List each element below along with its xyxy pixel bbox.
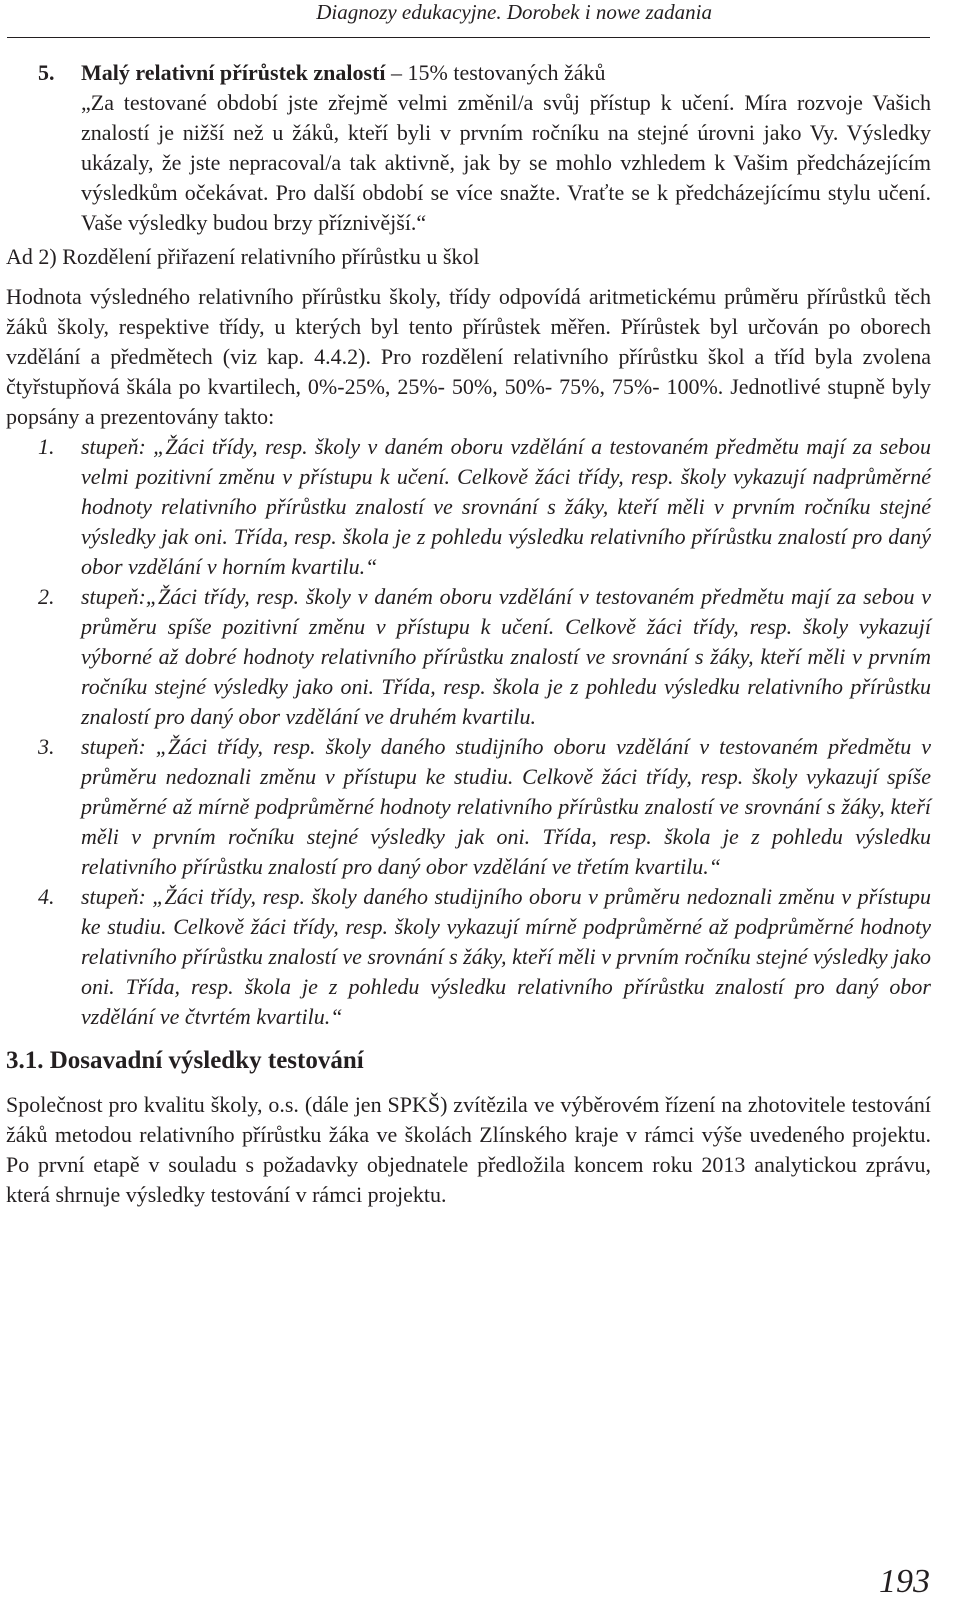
stage-item (6, 732, 931, 882)
section-heading: 3.1. Dosavadní výsledky testování (6, 1047, 364, 1074)
main-content (6, 58, 931, 1210)
stage-text: stupeň: „Žáci třídy, resp. školy daného studijního oboru vzdělání v testovaném předmětu v průměru nedoznali změnu v přístupu ke studiu. Celkově žáci třídy, resp. školy vykazují spíše průměrné až mírně podprůměrné hodnoty relativního přírůstku znalostí ve srovnání s žáky, kteří měli v prvním ročníku stejné výsledky jak oni. Třída, resp. škola je z pohledu výsledku relativního přírůstku znalostí pro daný obor vzdělání ve třetím kvartilu.“ (81, 734, 931, 879)
page-number: 193 (879, 1563, 930, 1600)
item-heading: Malý relativní přírůstek znalostí (81, 60, 386, 85)
paragraph-spks: Společnost pro kvalitu školy, o.s. (dále jen SPKŠ) zvítězila ve výběrovém řízení na zhotovitele testování žáků metodou relativního přírůstku žáka ve školách Zlínského kraje v rámci výše uvedeného projektu. Po první etapě v souladu s požadavky objednatele předložila koncem roku 2013 analytickou zprávu, která shrnuje výsledky testování v rámci projektu. (6, 1092, 931, 1207)
stage-text: stupeň: „Žáci třídy, resp. školy v daném oboru vzdělání a testovaném předmětu mají za sebou velmi pozitivní změnu v přístupu k učení. Celkově žáci třídy, resp. školy vykazují nadprůměrné hodnoty relativního přírůstku znalostí ve srovnání s žáky, kteří měli v prvním ročníku stejné výsledky jak oni. Třída, resp. škola je z pohledu výsledku relativního přírůstku znalostí pro daný obor vzdělání v horním kvartilu.“ (81, 434, 931, 579)
stage-item (6, 432, 931, 582)
stage-list (6, 432, 931, 1032)
running-header: Diagnozy edukacyjne. Dorobek i nowe zadania (316, 0, 712, 24)
stage-number: 3. (38, 734, 55, 759)
list-item-5 (6, 58, 931, 238)
stage-item (6, 882, 931, 1032)
stage-number: 2. (38, 584, 55, 609)
ad2-title: Ad 2) Rozdělení přiřazení relativního přírůstku u škol (6, 244, 480, 269)
stage-number: 4. (38, 884, 55, 909)
list-item-number: 5. (38, 60, 55, 85)
stage-text: stupeň: „Žáci třídy, resp. školy daného studijního oboru v průměru nedoznali změnu v přístupu ke studiu. Celkově žáci třídy, resp. školy vykazují mírně podprůměrné až podprůměrné hodnoty relativního přírůstku znalostí ve srovnání s žáky, kteří měli v prvním ročníku stejné výsledky jako oni. Třída, resp. škola je z pohledu výsledku relativního přírůstku znalostí pro daný obor vzdělání ve čtvrtém kvartilu.“ (81, 884, 931, 1029)
paragraph-relative-growth: Hodnota výsledného relativního přírůstku školy, třídy odpovídá aritmetickému průměru přírůstků těch žáků školy, respektive třídy, u kterých byl tento přírůstek měřen. Přírůstek byl určován po oborech vzdělání a předmětech (viz kap. 4.4.2). Pro rozdělení relativního přírůstku škol a tříd byla zvolena čtyřstupňová škála po kvartilech, 0%-25%, 25%- 50%, 50%- 75%, 75%- 100%. Jednotlivé stupně byly popsány a prezentovány takto: (6, 284, 931, 429)
stage-item (6, 582, 931, 732)
item-quote: „Za testované období jste zřejmě velmi změnil/a svůj přístup k učení. Míra rozvoje Vašich znalostí je nižší než u žáků, kteří byli v prvním ročníku na stejné úrovni jako Vy. Výsledky ukázaly, že jste nepracoval/a tak aktivně, jak by se mohlo vzhledem k Vašim předcházejícím výsledkům očekávat. Pro další období se více snažte. Vraťte se k předcházejícímu stylu učení. Vaše výsledky budou brzy příznivější.“ (81, 90, 931, 235)
item-heading-rest: – 15% testovaných žáků (385, 60, 606, 85)
stage-number: 1. (38, 434, 55, 459)
header-rule (7, 37, 930, 38)
stage-text: stupeň:„Žáci třídy, resp. školy v daném oboru vzdělání v testovaném předmětu mají za sebou v průměru spíše pozitivní změnu v přístupu k učení. Celkově žáci třídy, resp. školy vykazují výborné až dobré hodnoty relativního přírůstku znalostí ve srovnání s žáky, kteří měli v prvním ročníku stejné výsledky jako oni. Třída, resp. škola je z pohledu výsledku relativního přírůstku znalostí pro daný obor vzdělání ve druhém kvartilu. (81, 584, 931, 729)
